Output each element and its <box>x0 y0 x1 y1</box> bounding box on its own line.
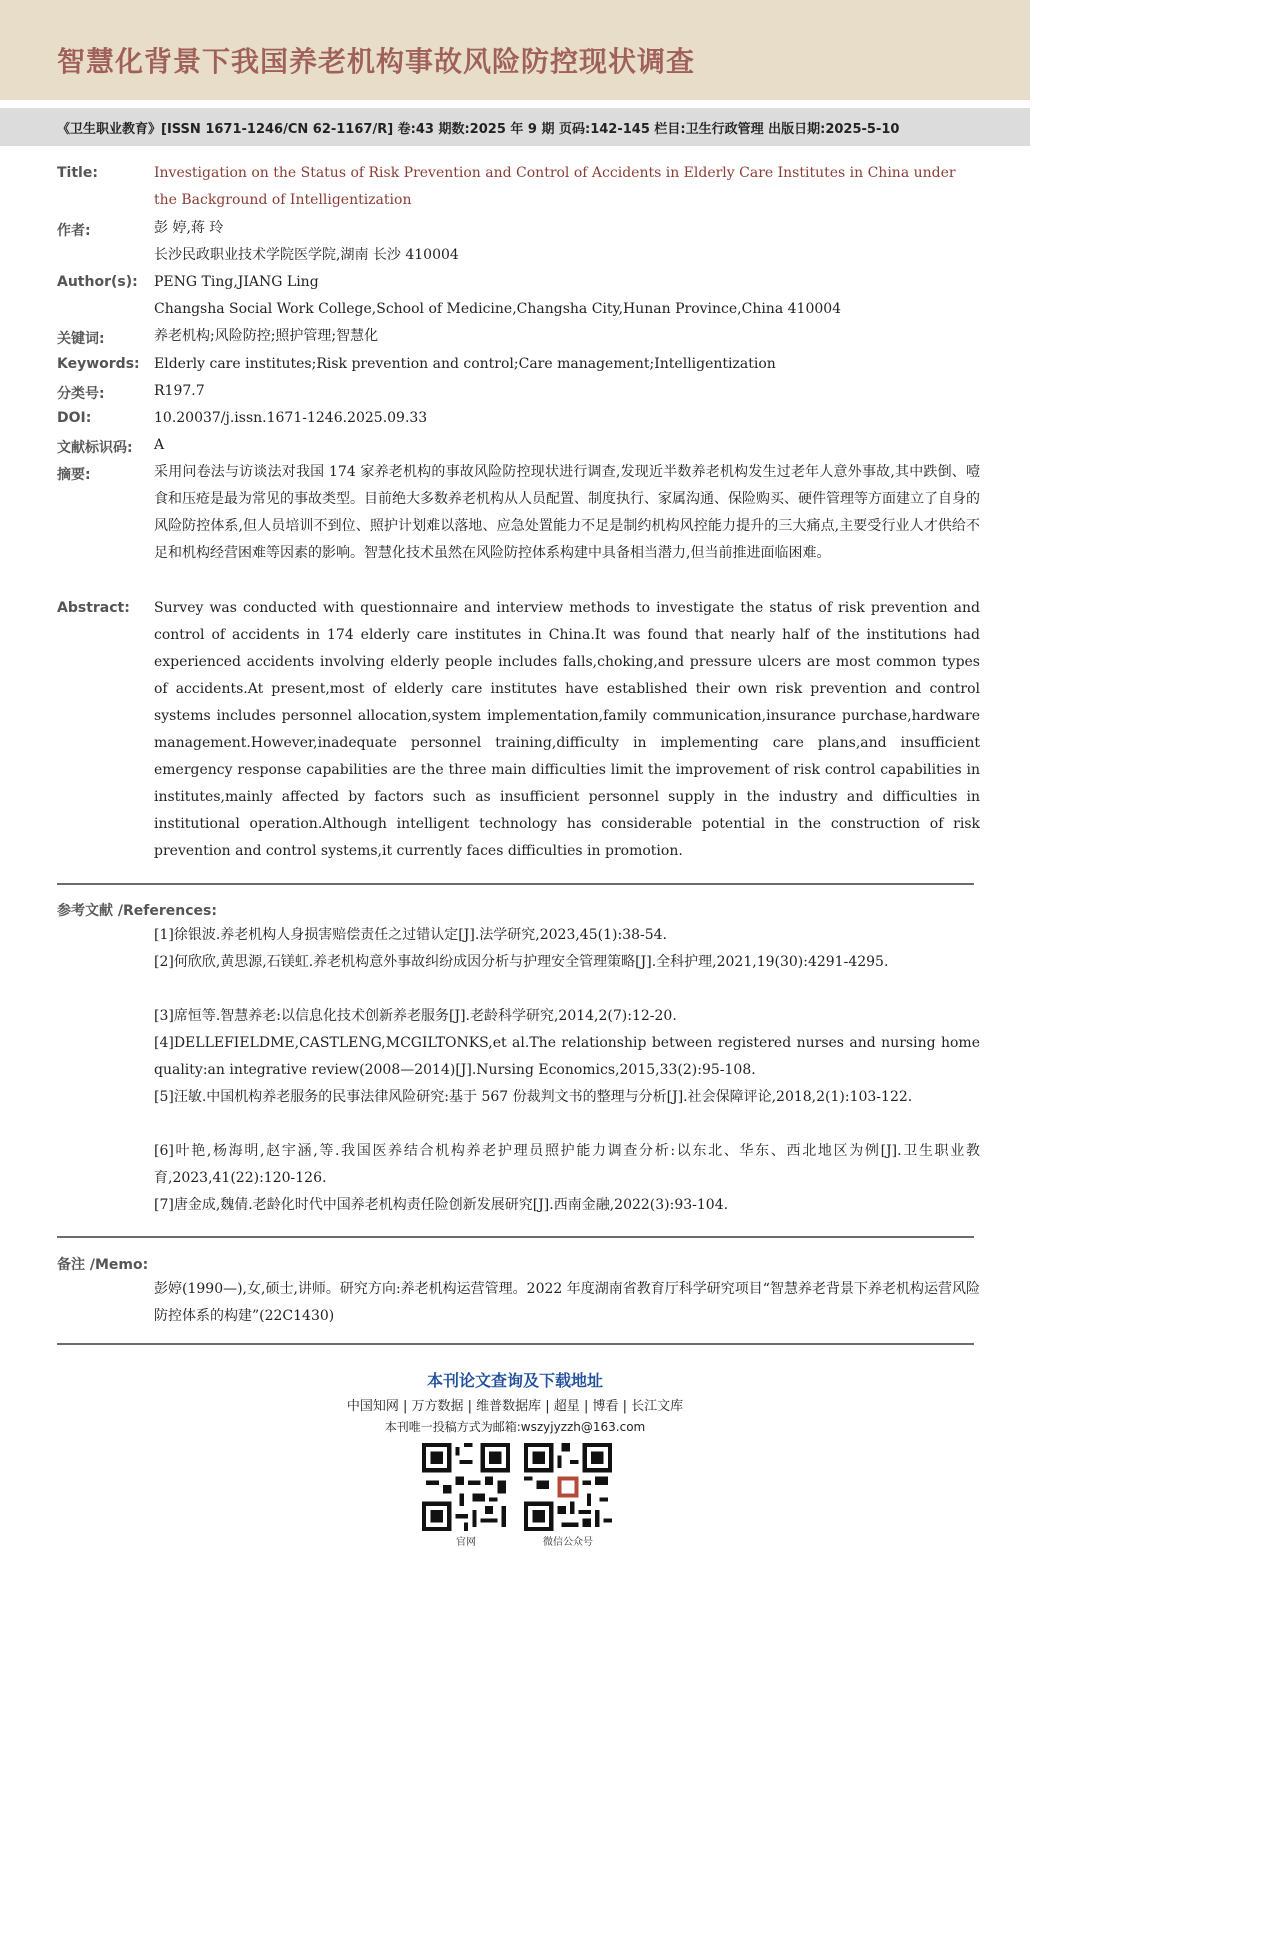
reference-item: [5]汪敏.中国机构养老服务的民事法律风险研究:基于 567 份裁判文书的整理与分析[J].社会保障评论,2018,2(1):103-122. <box>154 1089 913 1105</box>
memo-text: 彭婷(1990—),女,硕士,讲师。研究方向:养老机构运营管理。2022 年度湖南省教育厅科学研究项目“智慧养老背景下养老机构运营风险防控体系的构建”(22C1430) <box>154 1281 980 1324</box>
database-list: 中国知网 | 万方数据 | 维普数据库 | 超星 | 博看 | 长江文库 <box>346 1399 684 1414</box>
wechat-caption: 微信公众号 <box>543 1537 593 1548</box>
field-value-classification: R197.7 <box>154 383 205 399</box>
field-value-abstract-en: Survey was conducted with questionnaire and interview methods to investigate the status of risk prevention and control of accidents in 174 elderly care institutes in China.It was found that nearly half of the institutions had experienced accidents involving elderly people includes falls,choking,and pressure ulcers are most common types of accidents.At present,most of elderly care institutes have established their own risk prevention and control systems includes personnel allocation,system implementation,family communication,insurance purchase,hardware management.However,inadequate personnel training,difficulty in implementing care plans,and insufficient emergency response capabilities are the three main difficulties limit the improvement of risk control capabilities in institutes,mainly affected by factors such as insufficient personnel supply in the industry and difficulties in institutional operation.Although intelligent technology has considerable potential in the construction of risk prevention and control systems,it currently faces difficulties in promotion. <box>154 600 980 859</box>
field-value-doc-code: A <box>154 437 165 453</box>
field-label-title: Title: <box>57 165 98 181</box>
field-value-affiliation-cn: 长沙民政职业技术学院医学院,湖南 长沙 410004 <box>154 247 459 263</box>
field-value-doi: 10.20037/j.issn.1671-1246.2025.09.33 <box>154 410 428 426</box>
divider <box>57 1343 974 1345</box>
divider <box>57 1236 974 1238</box>
field-label-doc-code: 文献标识码: <box>57 440 133 456</box>
official-site-qr-icon[interactable] <box>422 1443 510 1531</box>
memo-heading: 备注 /Memo: <box>57 1257 149 1273</box>
field-label-abstract-cn: 摘要: <box>57 467 91 483</box>
field-value-keywords-en: Elderly care institutes;Risk prevention and control;Care management;Intelligentization <box>154 356 776 372</box>
reference-item: [1]徐银波.养老机构人身损害赔偿责任之过错认定[J].法学研究,2023,45(1):38-54. <box>154 927 667 943</box>
field-label-author-en: Author(s): <box>57 274 138 290</box>
download-heading: 本刊论文查询及下载地址 <box>426 1371 603 1390</box>
reference-item: [7]唐金成,魏倩.老龄化时代中国养老机构责任险创新发展研究[J].西南金融,2022(3):93-104. <box>154 1197 729 1213</box>
field-label-keywords-en: Keywords: <box>57 356 140 372</box>
field-value-title: Investigation on the Status of Risk Prevention and Control of Accidents in Elderly Care Institutes in China under the Background of Intelligentization <box>154 165 956 208</box>
field-label-doi: DOI: <box>57 410 92 426</box>
submission-email: 本刊唯一投稿方式为邮箱:wszyjyzzh@163.com <box>384 1420 646 1434</box>
citation-info: 《卫生职业教育》[ISSN 1671-1246/CN 62-1167/R] 卷:43 期数:2025 年 9 期 页码:142-145 栏目:卫生行政管理 出版日期:2025-5-10 <box>57 122 900 137</box>
wechat-qr-icon[interactable] <box>524 1443 612 1531</box>
reference-item: [3]席恒等.智慧养老:以信息化技术创新养老服务[J].老龄科学研究,2014,2(7):12-20. <box>154 1008 677 1024</box>
field-label-author-cn: 作者: <box>57 223 91 239</box>
field-value-author-en: PENG Ting,JIANG Ling <box>154 274 319 290</box>
official-site-caption: 官网 <box>456 1537 476 1548</box>
field-label-classification: 分类号: <box>57 386 105 402</box>
citation-bar <box>0 108 1030 146</box>
field-label-keywords-cn: 关键词: <box>57 331 105 347</box>
field-value-affiliation-en: Changsha Social Work College,School of Medicine,Changsha City,Hunan Province,China 410004 <box>154 301 842 317</box>
divider <box>57 883 974 885</box>
reference-item: [2]何欣欣,黄思源,石镁虹.养老机构意外事故纠纷成因分析与护理安全管理策略[J].全科护理,2021,19(30):4291-4295. <box>154 954 889 970</box>
article-title: 智慧化背景下我国养老机构事故风险防控现状调查 <box>57 45 696 78</box>
reference-item: [6]叶艳,杨海明,赵宇涵,等.我国医养结合机构养老护理员照护能力调查分析:以东北、华东、西北地区为例[J].卫生职业教育,2023,41(22):120-126. <box>154 1143 980 1186</box>
title-banner <box>0 0 1030 100</box>
field-value-keywords-cn: 养老机构;风险防控;照护管理;智慧化 <box>154 328 379 344</box>
field-value-abstract-cn: 采用问卷法与访谈法对我国 174 家养老机构的事故风险防控现状进行调查,发现近半数养老机构发生过老年人意外事故,其中跌倒、噎食和压疮是最为常见的事故类型。目前绝大多数养老机构从人员配置、制度执行、家属沟通、保险购买、硬件管理等方面建立了自身的风险防控体系,但人员培训不到位、照护计划难以落地、应急处置能力不足是制约机构风控能力提升的三大痛点,主要受行业人才供给不足和机构经营困难等因素的影响。智慧化技术虽然在风险防控体系构建中具备相当潜力,但当前推进面临困难。 <box>154 464 980 561</box>
references-heading: 参考文献 /References: <box>57 903 217 919</box>
field-label-abstract-en: Abstract: <box>57 600 130 616</box>
reference-item: [4]DELLEFIELDME,CASTLENG,MCGILTONKS,et al.The relationship between registered nurses and nursing home quality:an integrative review(2008—2014)[J].Nursing Economics,2015,33(2):95-108. <box>154 1035 980 1078</box>
field-value-author-cn: 彭 婷,蒋 玲 <box>154 220 224 236</box>
